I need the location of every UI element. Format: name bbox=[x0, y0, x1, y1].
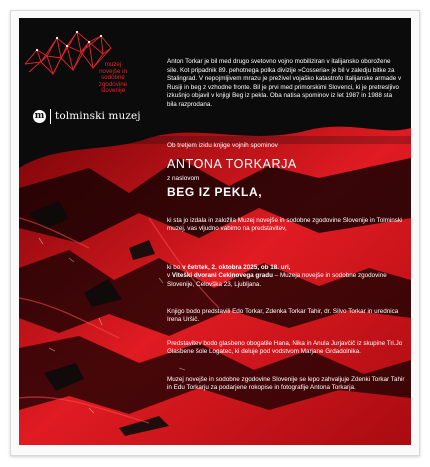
tolminski-muzej-logo-icon: m bbox=[34, 111, 45, 121]
invitation-poster bbox=[19, 18, 411, 445]
event-pre: ki bo bbox=[167, 264, 183, 271]
event-date: v četrtek, 2. oktobra 2025, ob 18. uri, bbox=[182, 264, 291, 271]
invite-line: Ob tretjem izidu knjige vojnih spominov bbox=[167, 142, 278, 149]
logo-line-4: zgodovine bbox=[98, 80, 128, 88]
logo-line-1: muzej bbox=[104, 61, 122, 68]
logo-line-2: novejše in bbox=[99, 67, 127, 75]
logo-line-5: slovenije bbox=[100, 87, 126, 95]
book-title: BEG IZ PEKLA, bbox=[167, 185, 263, 199]
publisher-paragraph: ki sta jo izdala in založila Muzej novejše in sodobne zgodovine Slovenije in Tolminski muzej, vas vljudno vabimo na predstavitev, bbox=[167, 217, 403, 233]
event-details bbox=[167, 264, 407, 289]
music-paragraph: Predstavitev bodo glasbeno obogatile Hana, Nika in Anula Jurjavčič iz skupine Tri.Jo Glasbene šole Logatec, ki deluje pod vodstvom Marjane Grdadolnika. bbox=[167, 340, 403, 356]
event-pre2: v bbox=[167, 272, 172, 280]
thanks-paragraph: Muzej novejše in sodobne zgodovine Slovenije se lepo zahvaljuje Zdenki Torkar Tahir in Edu Torkarju za podarjene rokopise in fotografije Antona Torkarja. bbox=[167, 376, 405, 392]
subtitle-pre: z naslovom bbox=[167, 175, 200, 182]
logo-divider bbox=[50, 109, 51, 124]
event-venue: Viteški dvorani Cekinovega gradu bbox=[171, 272, 273, 280]
museum-logo-text bbox=[83, 62, 143, 95]
author-name: ANTONA TORKARJA bbox=[167, 157, 297, 171]
logo-line-3: sodobne bbox=[101, 74, 125, 82]
speakers-paragraph: Knjigo bodo predstavili Edo Torkar, Zdenka Torkar Tahir, dr. Silvo Torkar in urednica Irena Uršič. bbox=[167, 308, 399, 324]
tolminski-muzej-name: tolminski muzej bbox=[55, 110, 141, 122]
event-post: – Muzeja novejše in sodobne zgodovine Slovenije, Celovška 23, Ljubljana. bbox=[167, 272, 387, 288]
intro-paragraph: Anton Torkar je bil med drugo svetovno vojno mobiliziran v italijansko oborožene sile. Kot pripadnik 89. pehotnega polka divizije »Cosseria« je bil v zaledju bitke za Stalingrad. V nepojmljivem mrazu je preživel vojaško katastrofo Italijanske armade v Rusiji in beg z vzhodne fronte. Bil je prvi med primorskimi Slovenci, ki je pretresljivo izkušnjo objavil v knjigi Beg iz pekla. Oba natisa spominov iz let 1987 in 1988 sta bila razprodana. bbox=[167, 58, 402, 108]
